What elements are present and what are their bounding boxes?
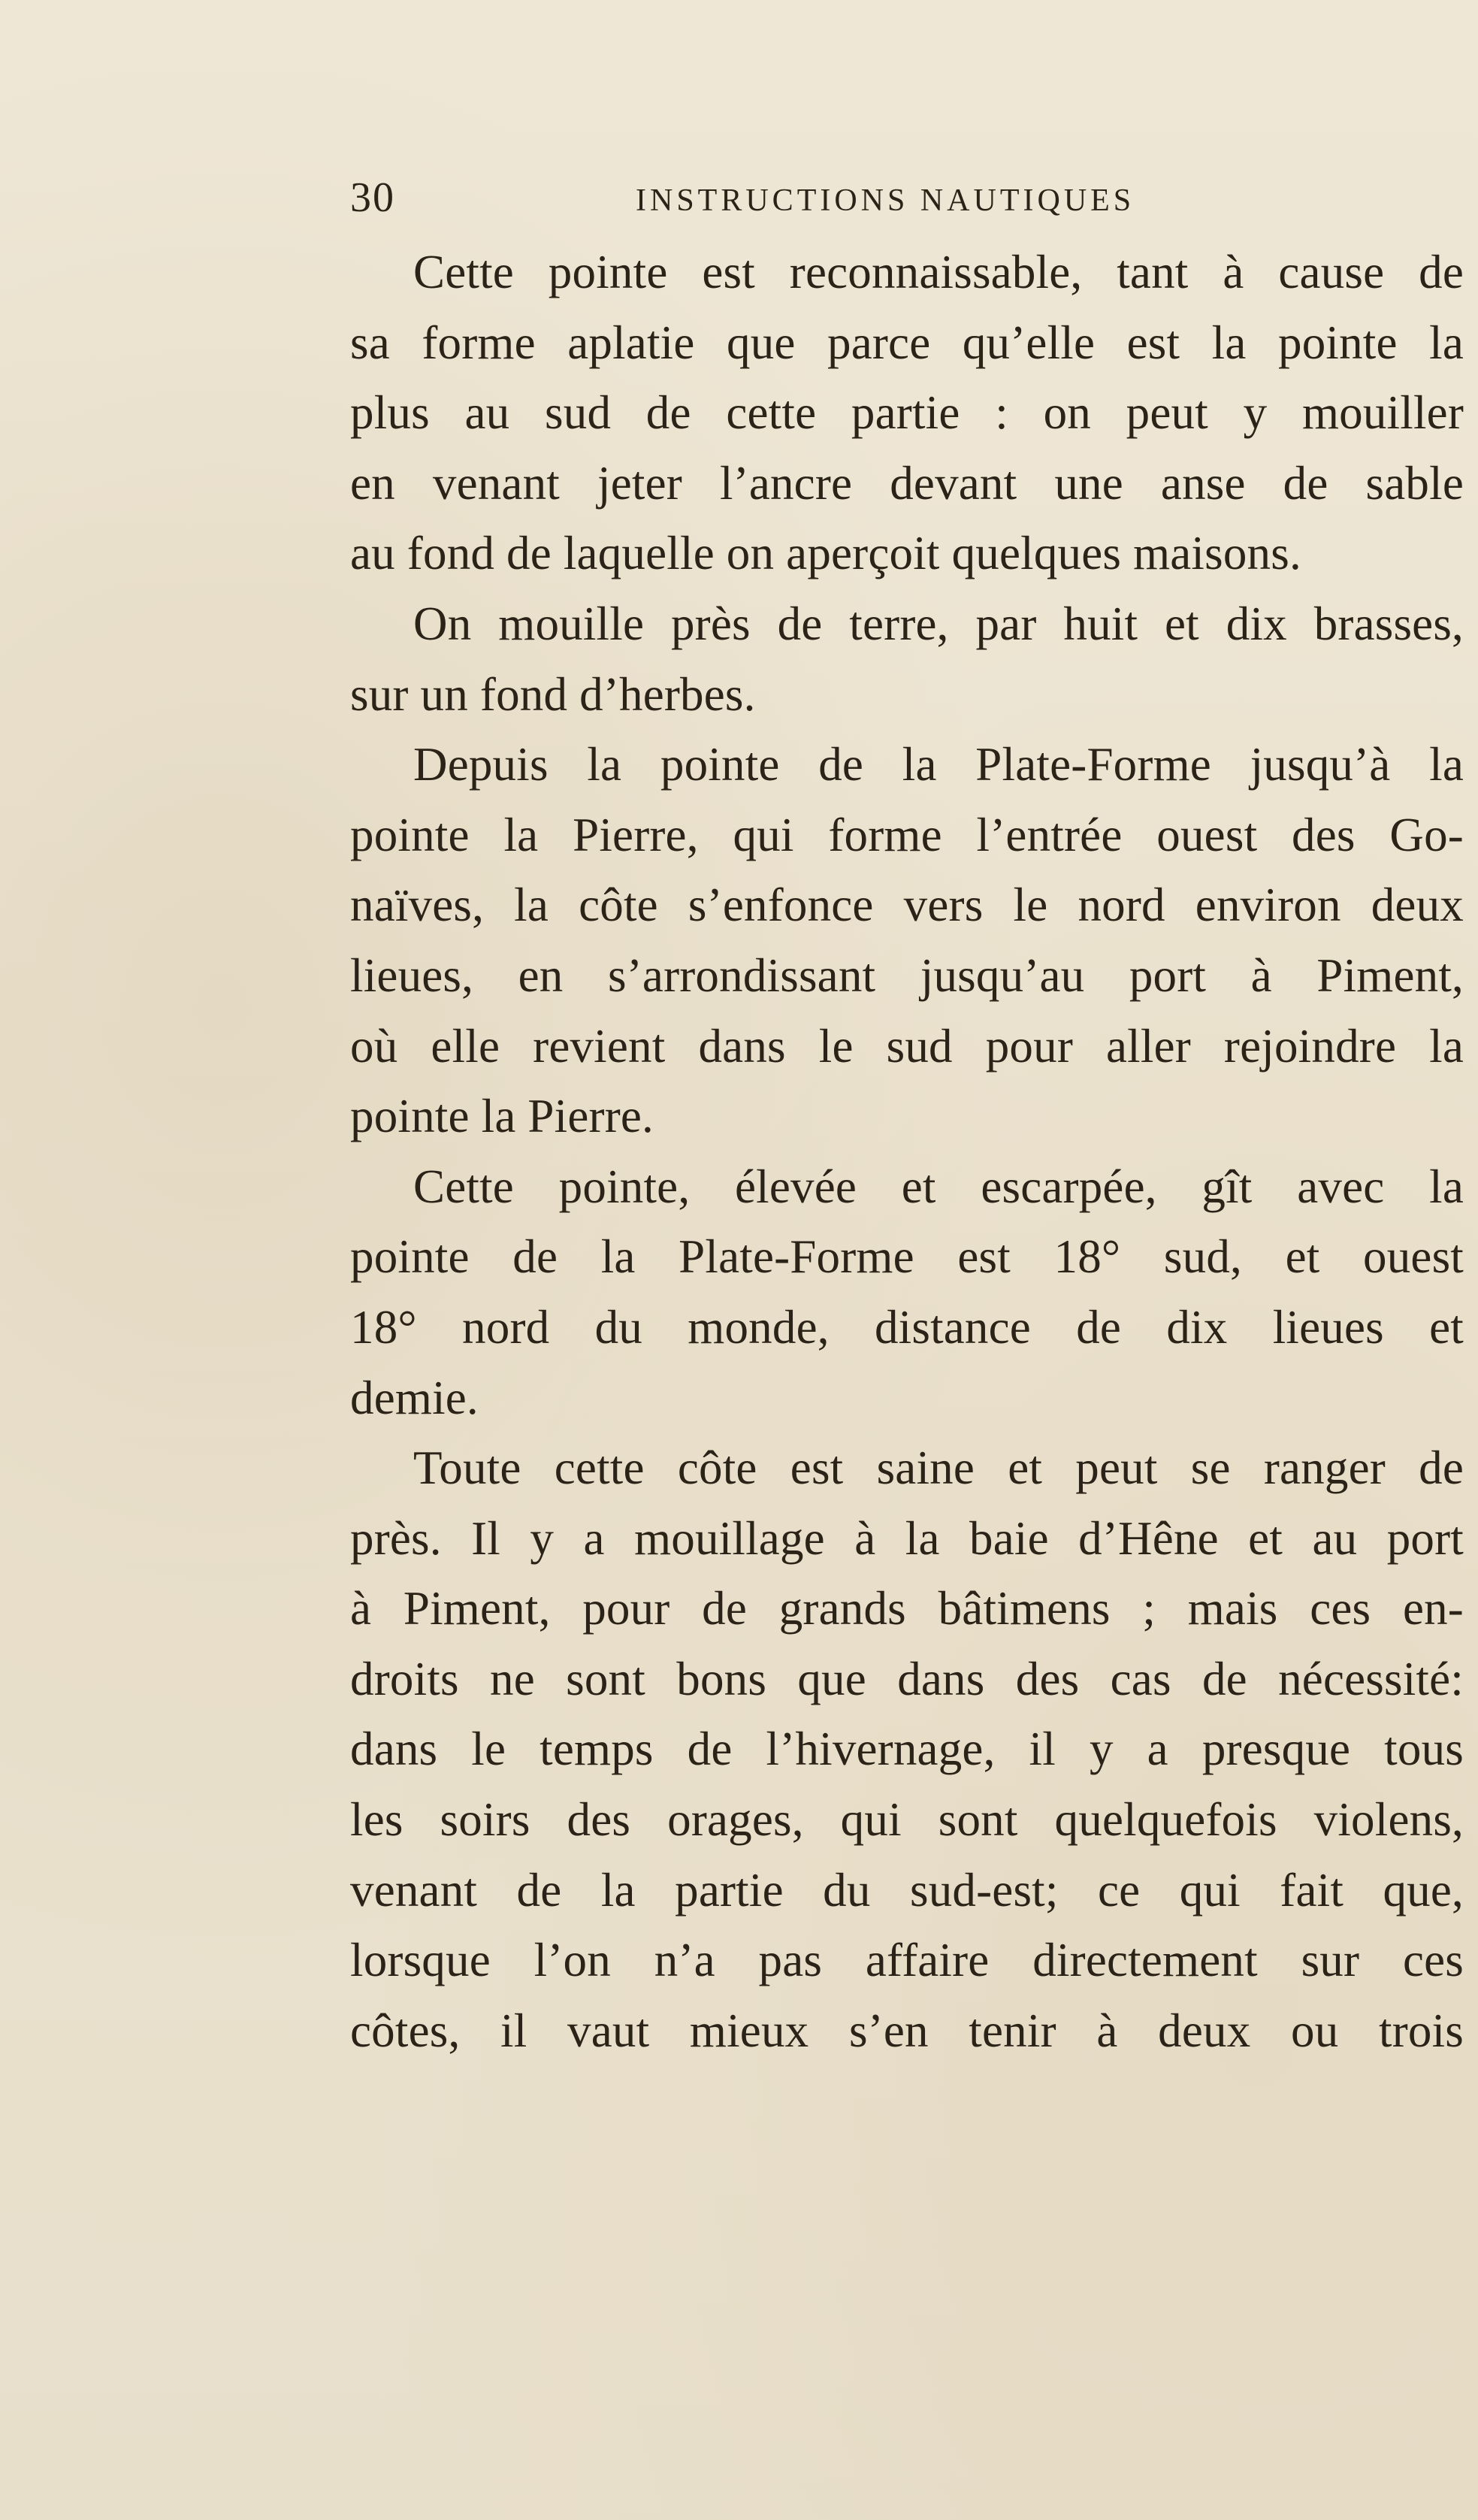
text-line: au fond de laquelle on aperçoit quelques maisons.	[350, 527, 1301, 580]
text-line: dans le temps de l’hivernage, il y a presque tous	[350, 1723, 1464, 1776]
text-line: sur un fond d’herbes.	[350, 667, 756, 721]
running-head	[350, 171, 1462, 224]
text-line: en venant jeter l’ancre devant une anse de sable	[350, 456, 1464, 510]
text-line: Cette pointe est reconnaissable, tant à cause de	[413, 246, 1464, 298]
text-line: Cette pointe, élevée et escarpée, gît avec la	[413, 1160, 1464, 1213]
text-line: sa forme aplatie que parce qu’elle est la pointe la	[350, 316, 1464, 369]
text-line: près. Il y a mouillage à la baie d’Hêne et au port	[350, 1511, 1464, 1565]
text-line: côtes, il vaut mieux s’en tenir à deux ou trois	[350, 2004, 1464, 2057]
text-line: 18° nord du monde, distance de dix lieues et	[350, 1300, 1464, 1354]
text-line: naïves, la côte s’enfonce vers le nord environ deux	[350, 879, 1464, 932]
text-line: Depuis la pointe de la Plate-Forme jusqu’à la	[413, 738, 1464, 791]
text-line: lorsque l’on n’a pas affaire directement sur ces	[350, 1934, 1464, 1987]
text-line: pointe de la Plate-Forme est 18° sud, et ouest	[350, 1230, 1464, 1284]
text-line: lieues, en s’arrondissant jusqu’au port à Piment,	[350, 948, 1464, 1002]
running-title: INSTRUCTIONS NAUTIQUES	[636, 183, 1135, 218]
page-number: 30	[350, 174, 395, 221]
text-line: où elle revient dans le sud pour aller rejoindre la	[350, 1019, 1464, 1072]
text-line: les soirs des orages, qui sont quelquefois violens,	[350, 1793, 1464, 1847]
text-line: plus au sud de cette partie : on peut y mouiller	[350, 386, 1464, 440]
text-line: pointe la Pierre, qui forme l’entrée ouest des Go-	[350, 808, 1464, 861]
text-line: droits ne sont bons que dans des cas de nécessité:	[350, 1652, 1464, 1705]
text-line: à Piment, pour de grands bâtimens ; mais ces en-	[350, 1582, 1464, 1635]
text-line: On mouille près de terre, par huit et dix brasses,	[413, 597, 1464, 650]
text-line: Toute cette côte est saine et peut se ranger de	[413, 1442, 1464, 1495]
text-line: venant de la partie du sud-est; ce qui fait que,	[350, 1863, 1464, 1916]
body-text	[350, 237, 1464, 2066]
text-line: demie.	[350, 1371, 479, 1424]
text-line: pointe la Pierre.	[350, 1090, 654, 1143]
